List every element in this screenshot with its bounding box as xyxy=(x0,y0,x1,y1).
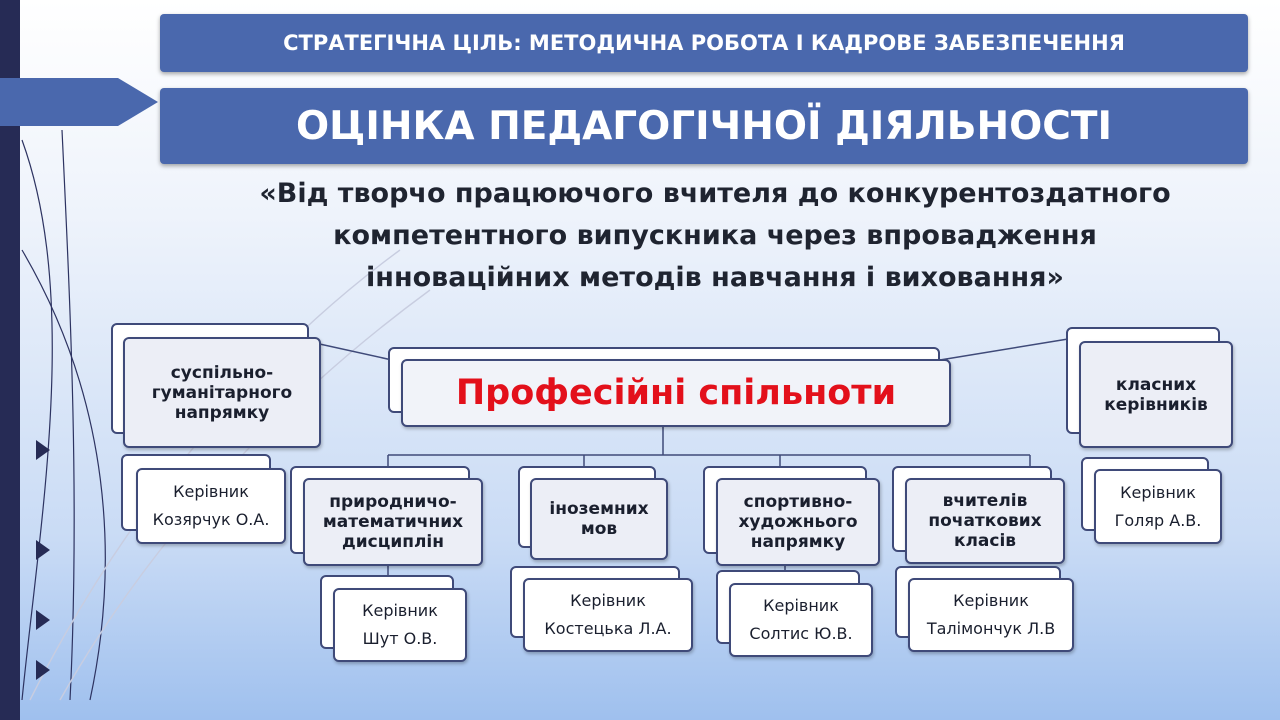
motto-line: компетентного випускника через впровадження xyxy=(333,220,1097,251)
motto-line: інноваційних методів навчання і виховання» xyxy=(366,262,1064,293)
leader-languages: Керівник Костецька Л.А. xyxy=(523,578,693,652)
community-science: природничо- математичних дисциплін xyxy=(303,478,483,566)
community-humanities: суспільно- гуманітарного напрямку xyxy=(123,337,321,448)
community-languages: іноземних мов xyxy=(530,478,668,560)
leader-science: Керівник Шут О.В. xyxy=(333,588,467,662)
center-node: Професійні спільноти xyxy=(401,359,951,427)
leader-humanities: Керівник Козярчук О.А. xyxy=(136,468,286,544)
community-sports-arts: спортивно- художнього напрямку xyxy=(716,478,880,566)
leader-primary: Керівник Талімончук Л.В xyxy=(908,578,1074,652)
motto-line: «Від творчо працюючого вчителя до конкурентоздатного xyxy=(259,178,1171,209)
strategic-goal-banner: СТРАТЕГІЧНА ЦІЛЬ: МЕТОДИЧНА РОБОТА І КАДРОВЕ ЗАБЕЗПЕЧЕННЯ xyxy=(160,14,1248,72)
community-primary: вчителів початкових класів xyxy=(905,478,1065,564)
community-class-teachers: класних керівників xyxy=(1079,341,1233,448)
leader-class-teachers: Керівник Голяр А.В. xyxy=(1094,469,1222,544)
leader-sports-arts: Керівник Солтис Ю.В. xyxy=(729,583,873,657)
page-title: ОЦІНКА ПЕДАГОГІЧНОЇ ДІЯЛЬНОСТІ xyxy=(160,88,1248,164)
